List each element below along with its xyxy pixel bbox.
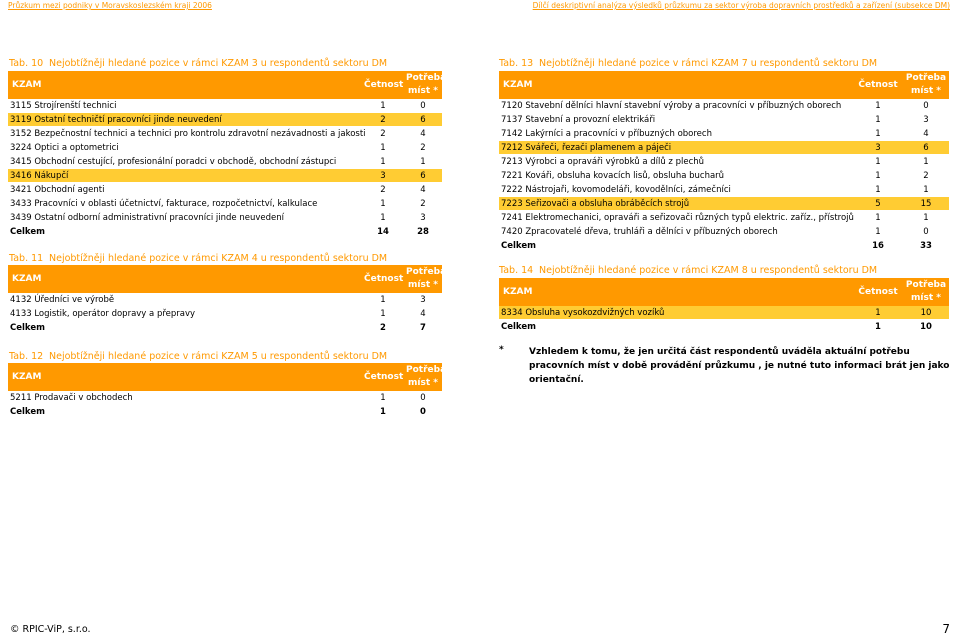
cell-cetnost: 1	[853, 211, 903, 225]
cell-kzam: 3152 Bezpečnostní technici a technici pro kontrolu zdravotní nezávadnosti a jakosti	[10, 128, 366, 139]
total-row	[8, 321, 442, 335]
table-row	[499, 113, 949, 127]
total-cetnost: 2	[362, 321, 404, 335]
cell-cetnost: 1	[853, 183, 903, 197]
cell-kzam: 4133 Logistik, operátor dopravy a přepravy	[8, 307, 362, 321]
table-caption	[499, 58, 877, 69]
cell-potreba: 4	[903, 127, 949, 141]
total-potreba: 33	[903, 239, 949, 253]
table-row	[8, 293, 442, 307]
cell-cetnost: 1	[362, 197, 404, 211]
column-header-potreba	[903, 71, 949, 99]
column-header-potreba	[404, 71, 447, 99]
cell-potreba: 1	[903, 155, 949, 169]
cell-cetnost: 1	[362, 99, 404, 113]
cell-kzam: 7120 Stavební dělníci hlavní stavební výroby a pracovníci v příbuzných oborech	[499, 99, 853, 113]
table-header-row	[8, 363, 442, 391]
cell-cetnost: 5	[853, 197, 903, 211]
kzam-table	[8, 363, 447, 419]
table-title: Nejobtížněji hledané pozice v rámci KZAM 8 u respondentů sektoru DM	[539, 265, 878, 276]
cell-kzam: 7241 Elektromechanici, opraváři a seřizovači různých typů elektric. zaříz., přístrojů	[501, 212, 854, 223]
column-header-cetnost: Četnost	[853, 278, 903, 306]
cell-potreba: 0	[903, 99, 949, 113]
cell-kzam: 7213 Výrobci a opraváři výrobků a dílů z plechů	[499, 155, 853, 169]
footer-copyright: © RPIC-ViP, s.r.o.	[10, 624, 91, 635]
column-header-kzam: KZAM	[8, 265, 362, 293]
table-row	[8, 197, 442, 211]
table-row	[499, 225, 949, 239]
table-row	[499, 141, 949, 155]
table-row	[8, 183, 442, 197]
kzam-table	[8, 71, 447, 239]
kzam-table	[8, 265, 447, 335]
total-label: Celkem	[499, 239, 853, 253]
cell-cetnost: 1	[362, 141, 404, 155]
table-title: Nejobtížněji hledané pozice v rámci KZAM 7 u respondentů sektoru DM	[539, 58, 878, 69]
table-title: Nejobtížněji hledané pozice v rámci KZAM 4 u respondentů sektoru DM	[49, 253, 388, 264]
cell-potreba: 6	[903, 141, 949, 155]
total-label: Celkem	[8, 225, 362, 239]
table-row	[499, 99, 949, 113]
table-row	[8, 391, 442, 405]
table-row	[8, 127, 442, 141]
cell-kzam: 7222 Nástrojaři, kovomodeláři, kovodělníci, zámečníci	[499, 183, 853, 197]
table-row	[499, 197, 949, 211]
total-row	[8, 405, 442, 419]
cell-cetnost: 1	[853, 155, 903, 169]
footnote-text: Vzhledem k tomu, že jen určitá část respondentů uváděla aktuální potřebu pracovních míst v době provádění průzkumu , je nutné tuto informaci brát jen jako orientační.	[529, 347, 950, 385]
cell-potreba: 3	[903, 113, 949, 127]
cell-cetnost: 2	[362, 183, 404, 197]
cell-cetnost: 1	[362, 155, 404, 169]
cell-kzam: 3119 Ostatní techničtí pracovníci jinde neuvedení	[8, 113, 362, 127]
table-header-row	[499, 71, 949, 99]
table-row	[499, 169, 949, 183]
total-label: Celkem	[8, 321, 362, 335]
cell-cetnost: 3	[853, 141, 903, 155]
total-cetnost: 14	[362, 225, 404, 239]
cell-kzam: 7221 Kováři, obsluha kovacích lisů, obsluha bucharů	[499, 169, 853, 183]
cell-potreba: 15	[903, 197, 949, 211]
header-right: Dílčí deskriptivní analýza výsledků průzkumu za sektor výroba dopravních prostředků a zařízení (subsekce DM)	[532, 1, 950, 10]
table-caption	[499, 265, 877, 276]
cell-cetnost: 2	[362, 127, 404, 141]
table-row	[8, 169, 442, 183]
table-row	[499, 211, 949, 225]
table-row	[8, 211, 442, 225]
column-header-potreba-line1: Potřeba	[905, 73, 947, 83]
column-header-potreba-line1: Potřeba	[406, 73, 447, 83]
table-title: Nejobtížněji hledané pozice v rámci KZAM 3 u respondentů sektoru DM	[49, 58, 388, 69]
total-row	[499, 239, 949, 253]
cell-potreba: 3	[404, 293, 442, 307]
cell-potreba: 0	[903, 225, 949, 239]
cell-kzam: 7420 Zpracovatelé dřeva, truhláři a dělníci v příbuzných oborech	[499, 225, 853, 239]
table-caption	[9, 351, 387, 362]
cell-kzam: 4132 Úředníci ve výrobě	[8, 293, 362, 307]
table-row	[8, 307, 442, 321]
column-header-potreba-line1: Potřeba	[905, 280, 947, 290]
cell-cetnost: 1	[362, 307, 404, 321]
total-row	[499, 320, 949, 334]
cell-cetnost: 1	[853, 127, 903, 141]
total-potreba: 7	[404, 321, 442, 335]
cell-potreba: 3	[404, 211, 442, 225]
cell-kzam: 5211 Prodavači v obchodech	[8, 391, 362, 405]
column-header-kzam: KZAM	[8, 363, 362, 391]
cell-cetnost: 1	[853, 225, 903, 239]
column-header-kzam: KZAM	[8, 71, 362, 99]
cell-kzam: 3115 Strojírenští technici	[8, 99, 362, 113]
table-header-row	[8, 265, 442, 293]
total-potreba: 10	[903, 320, 949, 334]
cell-cetnost: 3	[362, 169, 404, 183]
column-header-potreba	[903, 278, 949, 306]
table-row	[499, 127, 949, 141]
page-header	[0, 0, 959, 14]
table-number: Tab. 14	[499, 265, 534, 276]
total-cetnost: 1	[853, 320, 903, 334]
column-header-cetnost: Četnost	[853, 71, 903, 99]
cell-cetnost: 1	[853, 306, 903, 320]
table-row	[499, 306, 949, 320]
column-header-cetnost: Četnost	[362, 265, 404, 293]
table-row	[8, 155, 442, 169]
cell-kzam: 7212 Svářeči, řezači plamenem a páječi	[499, 141, 853, 155]
table-row	[8, 99, 442, 113]
column-header-potreba-line2: míst *	[911, 86, 941, 96]
page-number: 7	[942, 622, 950, 636]
total-potreba: 28	[404, 225, 442, 239]
table-caption	[9, 58, 387, 69]
cell-kzam: 8334 Obsluha vysokozdvižných vozíků	[499, 306, 853, 320]
column-header-potreba-line2: míst *	[408, 378, 438, 388]
cell-potreba: 2	[903, 169, 949, 183]
cell-potreba: 0	[404, 391, 442, 405]
cell-kzam: 3433 Pracovníci v oblasti účetnictví, fakturace, rozpočetnictví, kalkulace	[8, 197, 362, 211]
cell-potreba: 0	[404, 99, 442, 113]
table-header-row	[499, 278, 949, 306]
column-header-potreba-line1: Potřeba	[406, 365, 447, 375]
cell-cetnost: 1	[362, 211, 404, 225]
column-header-potreba	[404, 363, 447, 391]
cell-potreba: 4	[404, 183, 442, 197]
cell-kzam: 3416 Nákupčí	[8, 169, 362, 183]
cell-potreba: 6	[404, 169, 442, 183]
kzam-table	[499, 278, 949, 334]
cell-kzam: 3421 Obchodní agenti	[8, 183, 362, 197]
cell-cetnost: 1	[853, 99, 903, 113]
cell-kzam: 3439 Ostatní odborní administrativní pracovníci jinde neuvedení	[8, 211, 362, 225]
column-header-potreba	[404, 265, 447, 293]
column-header-kzam: KZAM	[499, 71, 853, 99]
cell-cetnost: 1	[362, 391, 404, 405]
cell-cetnost: 1	[362, 293, 404, 307]
table-row	[499, 183, 949, 197]
cell-kzam: 3415 Obchodní cestující, profesionální poradci v obchodě, obchodní zástupci	[8, 155, 362, 169]
total-cetnost: 1	[362, 405, 404, 419]
column-header-potreba-line2: míst *	[408, 86, 438, 96]
table-row	[8, 141, 442, 155]
cell-potreba: 1	[404, 155, 442, 169]
table-number: Tab. 12	[9, 351, 44, 362]
total-row	[8, 225, 442, 239]
cell-cetnost: 1	[853, 113, 903, 127]
column-header-potreba-line1: Potřeba	[406, 267, 447, 277]
cell-cetnost: 1	[853, 169, 903, 183]
total-potreba: 0	[404, 405, 442, 419]
cell-potreba: 4	[404, 307, 442, 321]
cell-kzam: 7223 Seřizovači a obsluha obráběcích strojů	[499, 197, 853, 211]
table-header-row	[8, 71, 442, 99]
column-header-kzam: KZAM	[499, 278, 853, 306]
cell-potreba: 1	[903, 211, 949, 225]
column-header-cetnost: Četnost	[362, 363, 404, 391]
cell-potreba: 10	[903, 306, 949, 320]
total-label: Celkem	[499, 320, 853, 334]
cell-kzam: 7137 Stavební a provozní elektrikáři	[499, 113, 853, 127]
cell-potreba: 6	[404, 113, 442, 127]
total-label: Celkem	[8, 405, 362, 419]
table-number: Tab. 13	[499, 58, 534, 69]
table-row	[499, 155, 949, 169]
cell-kzam: 3224 Optici a optometrici	[8, 141, 362, 155]
table-caption	[9, 253, 387, 264]
cell-kzam: 7142 Lakýrníci a pracovníci v příbuzných oborech	[499, 127, 853, 141]
column-header-potreba-line2: míst *	[408, 280, 438, 290]
cell-potreba: 2	[404, 197, 442, 211]
kzam-table	[499, 71, 949, 253]
table-title: Nejobtížněji hledané pozice v rámci KZAM 5 u respondentů sektoru DM	[49, 351, 388, 362]
footnote-asterisk: *	[499, 345, 504, 355]
total-cetnost: 16	[853, 239, 903, 253]
header-left: Průzkum mezi podniky v Moravskoslezském kraji 2006	[8, 1, 212, 10]
cell-potreba: 1	[903, 183, 949, 197]
table-number: Tab. 11	[9, 253, 44, 264]
column-header-cetnost: Četnost	[362, 71, 404, 99]
page-footer	[0, 621, 959, 637]
cell-potreba: 4	[404, 127, 442, 141]
cell-potreba: 2	[404, 141, 442, 155]
table-number: Tab. 10	[9, 58, 44, 69]
cell-cetnost: 2	[362, 113, 404, 127]
column-header-potreba-line2: míst *	[911, 293, 941, 303]
table-row	[8, 113, 442, 127]
